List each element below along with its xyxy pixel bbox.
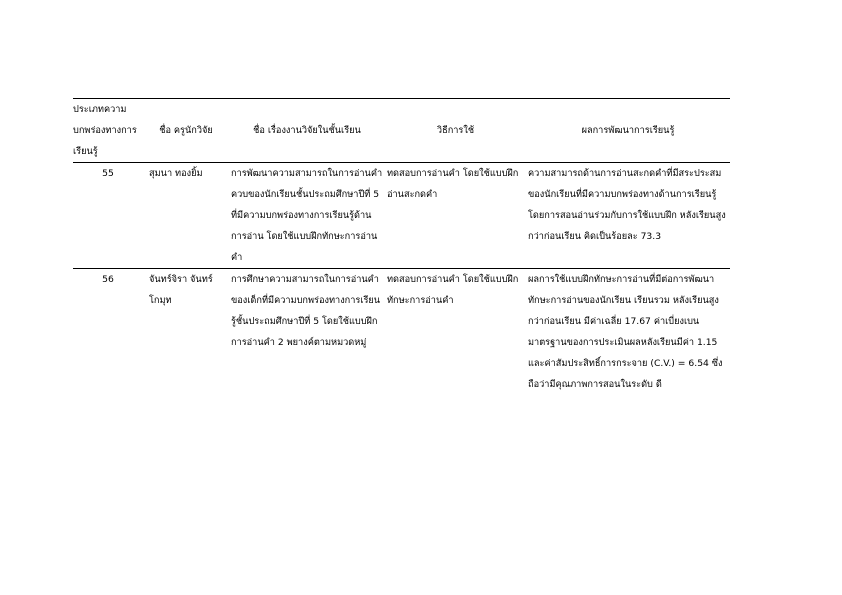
method: ทดสอบการอ่านคำ โดยใช้แบบฝึกอ่านสะกดคำ (387, 168, 519, 200)
header-researcher: ชื่อ ครูนักวิจัย (159, 125, 213, 136)
learning-result: ผลการใช้แบบฝึกทักษะการอ่านที่มีต่อการพัฒนาทักษะการอ่านของนักเรียน เรียนรวม หลังเรียนสูงกว่าก่อนเรียน มีค่าเฉลี่ย 17.67 ค่าเบี่ยงเบนมาตรฐานของการประเมินผลหลังเรียนมีค่า 1.15 และค่าสัมประสิทธิ์การกระจาย (C.V.) = 6.54 ซึ่งถือว่ามีคุณภาพการสอนในระดับ ดี (528, 274, 723, 390)
researcher-name: สุมนา ทองยิ้ม (149, 168, 203, 179)
header-research-title: ชื่อ เรื่องงานวิจัยในชั้นเรียน (253, 125, 361, 136)
header-disability-type: ประเภทความบกพร่องทางการเรียนรู้ (73, 104, 137, 157)
research-summary-table (73, 98, 730, 395)
header-row (73, 99, 730, 163)
researcher-name: จันทร์จิรา จันทร์โกมุท (149, 274, 213, 306)
research-title: การพัฒนาความสามารถในการอ่านคำควบของนักเรียนชั้นประถมศึกษาปีที่ 5 ที่มีความบกพร่องทางการเรียนรู้ด้านการอ่าน โดยใช้แบบฝึกทักษะการอ่านคำ (231, 168, 383, 263)
learning-result: ความสามารถด้านการอ่านสะกดคำที่มีสระประสมของนักเรียนที่มีความบกพร่องทางด้านการเรียนรู้โดยการสอนอ่านร่วมกับการใช้แบบฝึก หลังเรียนสูงกว่าก่อนเรียน คิดเป็นร้อยละ 73.3 (528, 168, 726, 242)
research-title: การศึกษาความสามารถในการอ่านคำของเด็กที่มีความบกพร่องทางการเรียนรู้ชั้นประถมศึกษาปีที่ 5 โดยใช้แบบฝึกการอ่านคำ 2 พยางค์ตามหมวดหมู่ (231, 274, 381, 348)
table-header (73, 99, 730, 163)
table-row (73, 269, 730, 396)
table-row (73, 163, 730, 269)
header-result: ผลการพัฒนาการเรียนรู้ (581, 125, 675, 136)
table-body (73, 163, 730, 396)
header-method: วิธีการใช้ (436, 125, 475, 136)
row-number: 56 (102, 274, 114, 285)
method: ทดสอบการอ่านคำ โดยใช้แบบฝึกทักษะการอ่านคำ (387, 274, 519, 306)
row-number: 55 (102, 168, 114, 179)
